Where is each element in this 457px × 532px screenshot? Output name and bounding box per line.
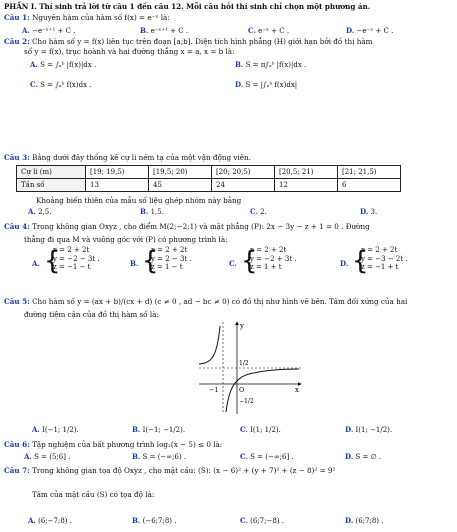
question-7-line2: Tâm của mặt cầu (S) có tọa độ là: — [32, 490, 155, 499]
table-cell: [20; 20,5) — [212, 166, 275, 179]
question-3-line2: Khoảng biến thiên của mẫu số liệu ghép nhóm này bằng — [36, 196, 242, 205]
negative-one-label: −1 — [209, 386, 219, 394]
hyperbola-graph — [195, 318, 305, 416]
q7-option-d[interactable]: D. (6;7;8) . — [345, 516, 384, 525]
q4-option-b-letter: B. — [130, 259, 139, 268]
q1-option-a[interactable]: A. −e⁻ˣ⁺¹ + C . — [22, 26, 76, 35]
question-4: Câu 4: Trong không gian Oxyz , cho điểm M(2;−2;1) và mặt phẳng (P): 2x − 3y − z + 1 = 0 . Đường — [4, 222, 370, 231]
table-cell: 24 — [212, 179, 275, 192]
table-cell: 6 — [338, 179, 401, 192]
table-cell: [19,5; 20) — [149, 166, 212, 179]
q7-option-a[interactable]: A. (6;−7;8) . — [28, 516, 72, 525]
table-row — [17, 179, 401, 192]
origin-label: O — [239, 386, 245, 394]
q2-option-d[interactable]: D. S = |∫ₐᵇ f(x)dx| — [235, 80, 298, 89]
q4-system-c: x = 2 + 2t y = −2 + 3t . z = 1 + t — [250, 246, 297, 271]
q5-option-a[interactable]: A. I(−1; 1/2). — [32, 425, 79, 434]
curve-left-branch — [199, 326, 220, 364]
q4-system-a: x = 2 + 2t y = −2 − 3t . z = −1 − t — [53, 246, 100, 271]
q3-option-a[interactable]: A. 2,5. — [28, 207, 52, 216]
question-1: Câu 1: Nguyên hàm của hàm số f(x) = e⁻ˣ là: — [4, 13, 170, 22]
half-label: 1/2 — [239, 360, 249, 367]
q4-system-d: x = 2 + 2t y = −3 − 2t . z = −1 + t — [361, 246, 408, 271]
q4-option-a-letter: A. — [32, 259, 40, 268]
q5-option-c[interactable]: C. I(1; 1/2). — [240, 425, 281, 434]
q4-option-c-letter: C. — [229, 259, 237, 268]
question-7: Câu 7: Trong không gian tọa độ Oxyz , cho mặt cầu: (S): (x − 6)² + (y + 7)² + (z − 8)² = 9² — [4, 466, 336, 475]
negative-half-label: −1/2 — [239, 398, 254, 405]
q5-option-d[interactable]: D. I(1; −1/2). — [345, 425, 393, 434]
brace-icon: { — [44, 246, 61, 276]
question-6: Câu 6: Tập nghiệm của bất phương trình log₂(x − 5) ≤ 0 là: — [4, 440, 223, 449]
table-cell: 12 — [275, 179, 338, 192]
q5-option-b[interactable]: B. I(−1; −1/2). — [132, 425, 186, 434]
q7-option-b[interactable]: B. (−6;7;8) . — [132, 516, 177, 525]
q1-option-b[interactable]: B. e⁻ˣ⁺¹ + C . — [140, 26, 189, 35]
table-cell: [21; 21,5) — [338, 166, 401, 179]
frequency-table — [16, 165, 401, 192]
table-header-cell: Tần số — [17, 179, 86, 192]
q6-option-c[interactable]: C. S = (−∞;6] . — [240, 452, 294, 461]
q2-option-c[interactable]: C. S = ∫ₐᵇ f(x)dx . — [30, 80, 92, 89]
q3-option-d[interactable]: D. 3. — [360, 207, 378, 216]
q4-option-d-letter: D. — [340, 259, 349, 268]
x-axis-label: x — [295, 386, 299, 394]
q7-option-c[interactable]: C. (6;7;−8) . — [240, 516, 284, 525]
question-4-line2: thẳng đi qua M và vuông góc với (P) có phương trình là: — [24, 235, 228, 244]
table-cell: [19; 19,5) — [86, 166, 149, 179]
brace-icon: { — [142, 246, 159, 276]
q1-option-d[interactable]: D. −e⁻ˣ + C . — [346, 26, 394, 35]
q2-option-a[interactable]: A. S = ∫ₐᵇ |f(x)|dx . — [30, 60, 97, 69]
question-2-line2: số y = f(x), trục hoành và hai đường thẳng x = a, x = b là: — [24, 47, 235, 56]
q6-option-d[interactable]: D. S = ∅ . — [345, 452, 382, 461]
q3-option-c[interactable]: C. 2. — [250, 207, 267, 216]
q2-option-b[interactable]: B. S = π∫ₐᵇ |f(x)|dx . — [235, 60, 307, 69]
question-3: Câu 3: Bảng dưới đây thống kê cự li ném tạ của một vận động viên. — [4, 153, 251, 162]
q6-option-b[interactable]: B. S = (−∞;6) . — [132, 452, 187, 461]
question-5: Câu 5: Cho hàm số y = (ax + b)/(cx + d) (c ≠ 0 , ad − bc ≠ 0) có đồ thị như hình vẽ bên. Tâm đối xứng của hai — [4, 297, 408, 306]
brace-icon: { — [241, 246, 258, 276]
table-cell: [20,5; 21) — [275, 166, 338, 179]
question-5-line2: đường tiệm cận của đồ thị hàm số là: — [24, 310, 159, 319]
table-row — [17, 166, 401, 179]
y-axis-label: y — [240, 322, 244, 330]
q1-option-c[interactable]: C. e⁻ˣ + C . — [248, 26, 290, 35]
table-cell: 13 — [86, 179, 149, 192]
brace-icon: { — [352, 246, 369, 276]
table-header-cell: Cự li (m) — [17, 166, 86, 179]
q3-option-b[interactable]: B. 1,5. — [140, 207, 164, 216]
table-cell: 45 — [149, 179, 212, 192]
section-header: PHẦN I. Thí sinh trả lời từ câu 1 đến câu 12. Mỗi câu hỏi thí sinh chỉ chọn một phương án. — [4, 2, 371, 11]
question-2: Câu 2: Cho hàm số y = f(x) liên tục trên đoạn [a;b]. Diện tích hình phẳng (H) giới hạn bởi đồ thị hàm — [4, 37, 373, 46]
q4-system-b: x = 2 + 2t y = 2 − 3t . z = 1 − t — [151, 246, 192, 271]
q6-option-a[interactable]: A. S = (5;6] . — [24, 452, 71, 461]
